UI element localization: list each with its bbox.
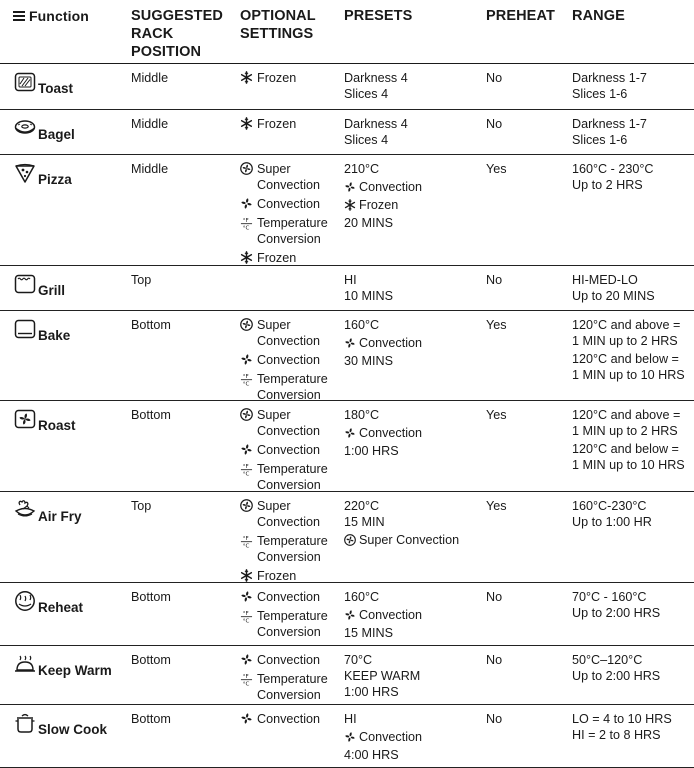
frozen-icon [240,569,253,582]
preheat: No [486,590,503,604]
preset-item: KEEP WARM [344,669,421,683]
optional-settings [240,70,296,89]
option-label: Convection [257,712,321,726]
svg-text:°F: °F [242,536,249,543]
option-item [240,711,320,727]
function-name: Roast [38,418,76,433]
super-convection-icon [240,408,253,421]
pizza-icon [14,162,36,184]
header-range: RANGE [572,8,625,24]
option-item [240,568,328,584]
optional-settings [240,161,328,269]
preset-item: 160°C [344,318,380,332]
presets [344,161,422,231]
header-function-label: Function [29,8,89,24]
function-cell [14,117,75,142]
range-block: Darkness 1-7 Slices 1-6 [572,71,647,101]
rack-position: Bottom [131,590,171,604]
presets [344,317,422,369]
option-item [240,215,328,247]
header-rack: SUGGESTED RACK POSITION [131,8,223,60]
convection-icon [240,653,253,666]
convection-icon [240,443,253,456]
option-item [240,442,328,458]
preheat: No [486,117,503,131]
table-row [0,155,694,266]
option-label: Convection [257,653,321,667]
preset-item: 1:00 HRS [344,444,399,458]
function-cell [14,318,71,343]
svg-text:°C: °C [242,681,250,687]
option-label: Super Convection [257,499,321,529]
temperature-conversion-icon [240,372,253,385]
function-name: Grill [38,283,66,298]
option-item [240,589,328,605]
option-label: Temperature Conversion [257,216,328,246]
range-block: HI-MED-LO Up to 20 MINS [572,273,655,303]
convection-icon [240,353,253,366]
preset-item: 4:00 HRS [344,748,399,762]
frozen-icon [240,71,253,84]
svg-text:°F: °F [242,611,249,618]
header-optional: OPTIONAL SETTINGS [240,8,316,42]
svg-text:°C: °C [242,225,250,231]
svg-text:°C: °C [242,618,250,624]
convection-icon [240,712,253,725]
convection-icon [344,427,356,439]
range-block: Darkness 1-7 Slices 1-6 [572,117,647,147]
preset-item: Darkness 4 [344,117,408,131]
option-item [240,371,328,403]
preheat: No [486,712,503,726]
function-name: Slow Cook [38,722,108,737]
preheat: Yes [486,499,507,513]
optional-settings [240,317,328,406]
rack-position: Middle [131,117,169,131]
rack-position: Top [131,273,152,287]
rack-position: Top [131,499,152,513]
svg-text:°C: °C [242,543,250,549]
option-label: Frozen [257,117,297,131]
svg-text:°F: °F [242,218,249,225]
table-row [0,401,694,492]
rack-position: Bottom [131,653,171,667]
preheat: No [486,273,503,287]
preset-item: 20 MINS [344,216,393,230]
grill-icon [14,273,36,295]
rack-position: Bottom [131,318,171,332]
option-item [240,652,328,668]
convection-icon [240,590,253,603]
temperature-conversion-icon [240,672,253,685]
option-item [240,250,328,266]
preset-item: 180°C [344,408,380,422]
temperature-conversion-icon [240,534,253,547]
header-presets: PRESETS [344,8,413,24]
temperature-conversion-icon [240,609,253,622]
table-row [0,110,694,155]
rack-position: Bottom [131,712,171,726]
table-row [0,705,694,768]
optional-settings [240,116,296,135]
option-item [240,161,328,193]
function-cell [14,71,74,96]
function-name: Pizza [38,172,72,187]
option-label: Frozen [257,569,297,583]
option-item [240,352,328,368]
preset-item: 10 MINS [344,289,393,303]
frozen-icon [344,199,356,211]
optional-settings [240,652,328,706]
option-label: Temperature Conversion [257,609,328,639]
option-item [240,116,296,132]
option-item [240,498,328,530]
function-name: Bagel [38,127,75,142]
bagel-icon [14,117,36,139]
range [572,70,647,104]
range [572,317,685,385]
preset-item: 1:00 HRS [344,685,399,699]
presets [344,589,422,641]
range [572,589,660,623]
function-name: Bake [38,328,71,343]
toast-icon [14,71,36,93]
keep-warm-icon [14,653,36,675]
preset-item: Convection [344,607,422,623]
option-item [240,461,328,493]
header-function [12,7,89,25]
table-row [0,492,694,583]
reheat-icon [14,590,36,612]
option-label: Super Convection [257,318,321,348]
svg-text:°C: °C [242,381,250,387]
rack-position: Middle [131,162,169,176]
function-cell [14,590,84,615]
option-label: Temperature Conversion [257,462,328,492]
header-preheat: PREHEAT [486,8,555,24]
preheat: Yes [486,408,507,422]
bake-icon [14,318,36,340]
range-block: 50°C–120°C Up to 2:00 HRS [572,653,661,683]
option-item [240,407,328,439]
option-item [240,70,296,86]
range [572,407,685,475]
svg-text:°F: °F [242,374,249,381]
range [572,498,652,532]
convection-icon [344,337,356,349]
temperature-conversion-icon [240,462,253,475]
super-convection-icon [240,162,253,175]
preset-item: HI [344,712,357,726]
option-label: Convection [257,197,321,211]
range-block: 120°C and above = 1 MIN up to 2 HRS [572,318,681,348]
roast-icon [14,408,36,430]
option-item [240,608,328,640]
function-cell [14,712,108,737]
preset-item: Darkness 4 [344,71,408,85]
range-block: LO = 4 to 10 HRS HI = 2 to 8 HRS [572,712,672,742]
function-cell [14,162,72,187]
preset-item: Convection [344,335,422,351]
range [572,652,660,686]
convection-icon [344,609,356,621]
range-block: 120°C and below = 1 MIN up to 10 HRS [572,352,685,382]
svg-text:°F: °F [242,464,249,471]
super-convection-icon [344,534,356,546]
preset-item: Convection [344,729,422,745]
range-block: 160°C - 230°C Up to 2 HRS [572,162,654,192]
preset-item: 210°C [344,162,380,176]
option-label: Frozen [257,251,297,265]
presets [344,116,408,148]
presets [344,711,422,763]
table-row [0,64,694,110]
optional-settings [240,711,320,730]
presets [344,407,422,459]
preset-item: Frozen [344,197,422,213]
svg-text:°F: °F [242,674,249,681]
option-item [240,533,328,565]
preheat: No [486,653,503,667]
preset-item: Super Convection [344,532,459,548]
preset-item: 160°C [344,590,380,604]
convection-icon [344,181,356,193]
super-convection-icon [240,318,253,331]
table-row [0,646,694,705]
convection-icon [240,197,253,210]
svg-text:°C: °C [242,471,250,477]
preset-item: 15 MIN [344,515,385,529]
preset-item: 220°C [344,499,380,513]
rack-position: Middle [131,71,169,85]
option-label: Convection [257,590,321,604]
range-block: 120°C and above = 1 MIN up to 2 HRS [572,408,681,438]
optional-settings [240,407,328,496]
convection-icon [344,731,356,743]
presets [344,70,408,102]
preset-item: 15 MINS [344,626,393,640]
slow-cook-icon [14,712,36,734]
function-name: Keep Warm [38,663,112,678]
range [572,711,672,745]
frozen-icon [240,251,253,264]
option-label: Temperature Conversion [257,672,328,702]
range [572,161,653,195]
option-label: Super Convection [257,408,321,438]
preset-item: Slices 4 [344,87,389,101]
option-label: Temperature Conversion [257,534,328,564]
preset-item: Convection [344,425,422,441]
table-row [0,311,694,401]
range [572,272,655,306]
range-block: 120°C and below = 1 MIN up to 10 HRS [572,442,685,472]
option-item [240,196,328,212]
option-label: Frozen [257,71,297,85]
super-convection-icon [240,499,253,512]
table-row [0,266,694,311]
preset-item: 30 MINS [344,354,393,368]
rack-position: Bottom [131,408,171,422]
range-block: 70°C - 160°C Up to 2:00 HRS [572,590,661,620]
function-name: Toast [38,81,74,96]
option-item [240,317,328,349]
air-fry-icon [14,499,36,521]
preset-item: 70°C [344,653,373,667]
option-label: Convection [257,353,321,367]
optional-settings [240,498,328,587]
range [572,116,647,150]
preheat: Yes [486,162,507,176]
menu-icon [12,10,26,22]
function-cell [14,273,66,298]
preset-item: HI [344,273,357,287]
preset-item: Convection [344,179,422,195]
function-name: Air Fry [38,509,82,524]
preheat: No [486,71,503,85]
range-block: 160°C-230°C Up to 1:00 HR [572,499,652,529]
function-cell [14,499,82,524]
option-label: Convection [257,443,321,457]
table-header [0,0,694,64]
temperature-conversion-icon [240,216,253,229]
presets [344,652,420,700]
optional-settings [240,589,328,643]
option-label: Super Convection [257,162,321,192]
option-label: Temperature Conversion [257,372,328,402]
table-row [0,583,694,646]
preset-item: Slices 4 [344,133,389,147]
function-cell [14,408,76,433]
presets [344,498,459,550]
function-name: Reheat [38,600,84,615]
frozen-icon [240,117,253,130]
function-cell [14,653,112,678]
preheat: Yes [486,318,507,332]
presets [344,272,393,304]
option-item [240,671,328,703]
